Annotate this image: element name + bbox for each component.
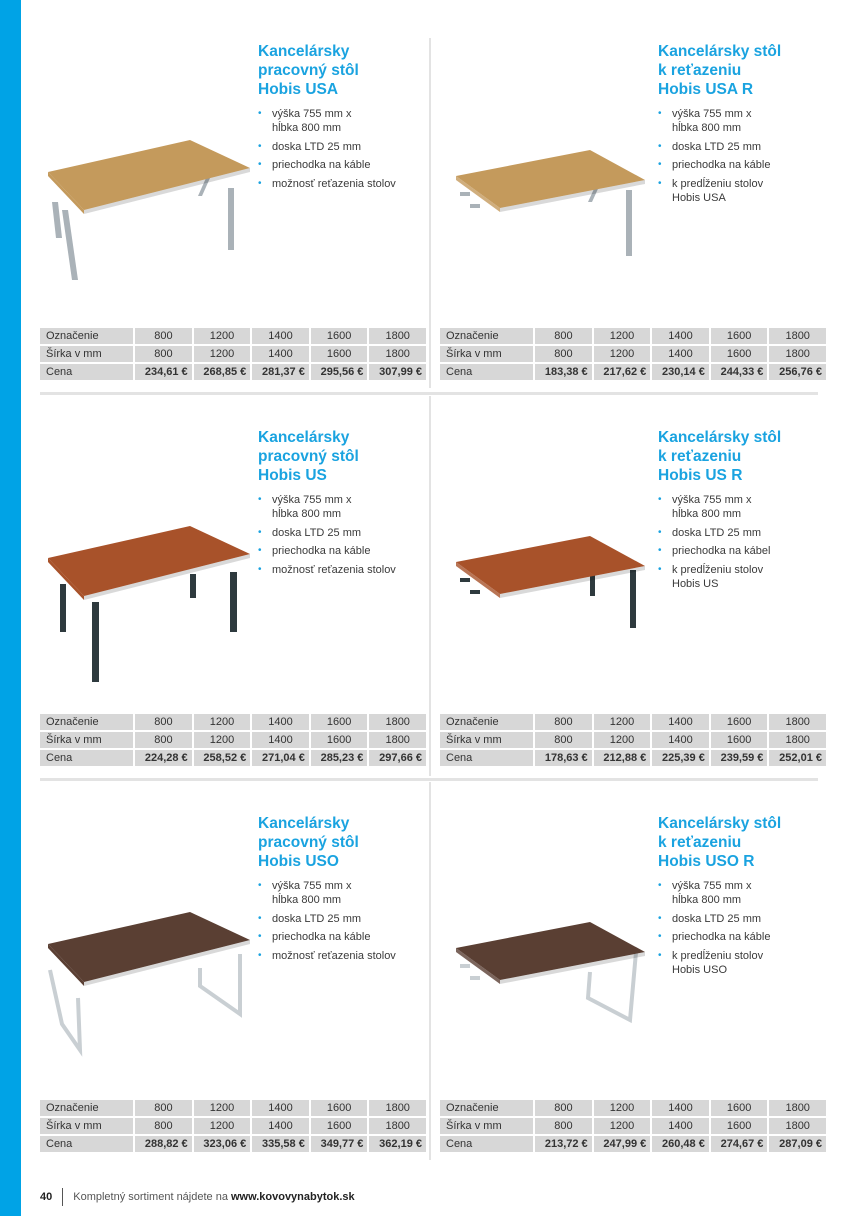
table-cell: 178,63 € [535,750,592,766]
feature-text: k predĺženiu stolov Hobis USA [672,177,764,204]
table-cell: 1200 [194,1118,251,1134]
table-cell: 1600 [711,328,768,344]
bullet-icon: • [658,140,662,152]
feature-item [658,949,828,977]
product-section [440,802,830,1172]
row-label: Šírka v mm [440,346,533,362]
footer-text: Kompletný sortiment nájdete na [73,1191,228,1203]
table-cell: 297,66 € [369,750,426,766]
bullet-icon: • [658,108,662,119]
desk-cherry-square-legs-image [40,516,260,691]
feature-text: doska LTD 25 mm [272,140,362,153]
feature-item [658,107,828,135]
bullet-icon: • [258,108,262,119]
width-row [40,1118,426,1134]
feature-text: priechodka na kábel [672,545,771,557]
desk-extension-oak-a-frame-legs-image [440,130,660,305]
table-cell: 323,06 € [194,1136,251,1152]
table-cell: 1600 [311,714,368,730]
designation-row [40,714,426,730]
table-cell: 1800 [769,714,826,730]
feature-text: výška 755 mm x hĺbka 800 mm [672,108,752,134]
bullet-icon: • [258,159,262,170]
width-row [440,1118,826,1134]
price-table [38,712,428,768]
row-label: Šírka v mm [440,1118,533,1134]
table-cell: 800 [535,714,592,730]
feature-list [258,879,428,967]
product-title: Kancelársky pracovný stôl Hobis USA [258,43,359,98]
table-cell: 230,14 € [652,364,709,380]
feature-text: k predĺženiu stolov Hobis USO [672,949,764,976]
table-cell: 1200 [194,346,251,362]
row-label: Šírka v mm [40,1118,133,1134]
bullet-icon: • [258,494,262,505]
table-cell: 1600 [711,1100,768,1116]
table-cell: 1400 [652,328,709,344]
table-cell: 1400 [652,1118,709,1134]
side-color-bar [0,0,21,1216]
table-cell: 1400 [252,732,309,748]
table-cell: 1400 [652,1100,709,1116]
table-cell: 1600 [311,328,368,344]
table-cell: 800 [535,1118,592,1134]
table-cell: 1600 [311,1100,368,1116]
table-cell: 183,38 € [535,364,592,380]
table-cell: 274,67 € [711,1136,768,1152]
table-cell: 800 [135,714,192,730]
table-cell: 1800 [769,1100,826,1116]
table-cell: 1200 [594,714,651,730]
table-cell: 288,82 € [135,1136,192,1152]
product-title: Kancelársky pracovný stôl Hobis USO [258,815,359,870]
table-cell: 362,19 € [369,1136,426,1152]
feature-item [658,879,828,907]
feature-text: priechodka na káble [672,931,771,943]
table-cell: 1800 [369,1100,426,1116]
feature-text: priechodka na káble [672,159,771,171]
table-cell: 1600 [311,346,368,362]
table-cell: 1800 [369,346,426,362]
table-cell: 1600 [711,1118,768,1134]
table-cell: 800 [135,732,192,748]
table-cell: 252,01 € [769,750,826,766]
page-number: 40 [40,1191,53,1203]
table-cell: 225,39 € [652,750,709,766]
table-cell: 295,56 € [311,364,368,380]
feature-text: doska LTD 25 mm [672,912,762,925]
product-section [40,802,430,1172]
table-cell: 800 [535,346,592,362]
table-cell: 1800 [769,328,826,344]
feature-text: možnosť reťazenia stolov [272,563,396,576]
feature-text: doska LTD 25 mm [672,140,762,153]
feature-item [258,526,428,540]
bullet-icon: • [658,912,662,924]
table-cell: 1800 [769,1118,826,1134]
price-table [38,326,428,382]
feature-item [658,493,828,521]
table-cell: 1600 [711,346,768,362]
feature-item [658,930,828,944]
feature-text: výška 755 mm x hĺbka 800 mm [672,880,752,906]
feature-item [258,563,428,577]
table-cell: 307,99 € [369,364,426,380]
table-cell: 1200 [194,732,251,748]
row-label: Označenie [440,1100,533,1116]
feature-item [258,107,428,135]
bullet-icon: • [258,563,262,575]
table-cell: 349,77 € [311,1136,368,1152]
table-cell: 1800 [369,732,426,748]
table-cell: 1200 [594,328,651,344]
row-label: Cena [40,1136,133,1152]
table-cell: 260,48 € [652,1136,709,1152]
bullet-icon: • [258,949,262,961]
price-row [440,364,826,380]
table-cell: 800 [135,1100,192,1116]
row-label: Šírka v mm [40,732,133,748]
row-label: Označenie [40,1100,133,1116]
price-table [438,1098,828,1154]
feature-list [258,107,428,195]
row-label: Označenie [40,714,133,730]
bullet-icon: • [658,563,662,575]
table-cell: 1200 [194,1100,251,1116]
bullet-icon: • [658,526,662,538]
desk-walnut-o-frame-legs-image [40,902,260,1077]
row-label: Označenie [40,328,133,344]
table-cell: 1200 [594,1100,651,1116]
feature-item [258,879,428,907]
table-cell: 1400 [252,346,309,362]
row-label: Cena [40,750,133,766]
feature-text: výška 755 mm x hĺbka 800 mm [272,880,352,906]
bullet-icon: • [258,912,262,924]
feature-text: priechodka na káble [272,159,371,171]
table-cell: 800 [535,328,592,344]
bullet-icon: • [258,880,262,891]
table-cell: 244,33 € [711,364,768,380]
row-label: Označenie [440,328,533,344]
table-cell: 281,37 € [252,364,309,380]
table-cell: 1800 [369,1118,426,1134]
bullet-icon: • [658,880,662,891]
table-cell: 335,58 € [252,1136,309,1152]
feature-text: doska LTD 25 mm [272,526,362,539]
table-cell: 800 [135,328,192,344]
table-cell: 1800 [769,346,826,362]
table-cell: 1200 [594,1118,651,1134]
table-cell: 1200 [194,328,251,344]
bullet-icon: • [658,545,662,556]
product-title: Kancelársky stôl k reťazeniu Hobis USA R [658,43,782,98]
feature-text: priechodka na káble [272,931,371,943]
table-cell: 285,23 € [311,750,368,766]
feature-text: možnosť reťazenia stolov [272,949,396,962]
bullet-icon: • [258,140,262,152]
footer-separator [62,1188,63,1206]
table-cell: 1400 [652,346,709,362]
row-label: Cena [440,1136,533,1152]
desk-oak-a-frame-legs-image [40,130,260,305]
designation-row [40,1100,426,1116]
row-label: Označenie [440,714,533,730]
product-title: Kancelársky pracovný stôl Hobis US [258,429,359,484]
bullet-icon: • [658,177,662,189]
product-section [40,30,430,400]
table-cell: 271,04 € [252,750,309,766]
price-table [438,712,828,768]
table-cell: 1600 [711,714,768,730]
table-cell: 224,28 € [135,750,192,766]
feature-item [658,544,828,558]
bullet-icon: • [658,494,662,505]
desk-extension-cherry-square-legs-image [440,516,660,691]
table-cell: 258,52 € [194,750,251,766]
feature-text: výška 755 mm x hĺbka 800 mm [272,108,352,134]
feature-item [258,158,428,172]
table-cell: 239,59 € [711,750,768,766]
table-cell: 800 [535,732,592,748]
product-section [40,416,430,786]
table-cell: 1800 [369,714,426,730]
page-footer [40,1188,355,1206]
product-title: Kancelársky stôl k reťazeniu Hobis USO R [658,815,782,870]
feature-text: výška 755 mm x hĺbka 800 mm [672,494,752,520]
feature-text: výška 755 mm x hĺbka 800 mm [272,494,352,520]
table-cell: 1200 [594,732,651,748]
table-cell: 800 [535,1100,592,1116]
desk-extension-walnut-o-frame-legs-image [440,902,660,1077]
width-row [440,732,826,748]
product-section [440,30,830,400]
table-cell: 268,85 € [194,364,251,380]
price-row [40,1136,426,1152]
designation-row [40,328,426,344]
table-cell: 1400 [652,714,709,730]
feature-item [258,140,428,154]
table-cell: 1600 [311,732,368,748]
bullet-icon: • [258,526,262,538]
feature-list [658,107,828,209]
bullet-icon: • [258,177,262,189]
feature-text: možnosť reťazenia stolov [272,177,396,190]
table-cell: 1400 [252,1100,309,1116]
table-cell: 213,72 € [535,1136,592,1152]
feature-item [258,493,428,521]
feature-item [258,949,428,963]
price-row [40,364,426,380]
bullet-icon: • [258,545,262,556]
table-cell: 212,88 € [594,750,651,766]
price-row [440,750,826,766]
price-table [438,326,828,382]
table-cell: 1800 [769,732,826,748]
row-label: Cena [440,750,533,766]
feature-text: doska LTD 25 mm [672,526,762,539]
designation-row [440,328,826,344]
table-cell: 1400 [652,732,709,748]
feature-list [658,879,828,981]
feature-item [658,526,828,540]
designation-row [440,714,826,730]
row-label: Šírka v mm [440,732,533,748]
price-row [40,750,426,766]
table-cell: 1600 [311,1118,368,1134]
table-cell: 1400 [252,1118,309,1134]
feature-text: doska LTD 25 mm [272,912,362,925]
table-cell: 1400 [252,714,309,730]
website-link[interactable]: www.kovovynabytok.sk [230,1191,355,1203]
price-row [440,1136,826,1152]
table-cell: 234,61 € [135,364,192,380]
table-cell: 1800 [369,328,426,344]
table-cell: 1600 [711,732,768,748]
row-label: Šírka v mm [40,346,133,362]
table-cell: 1400 [252,328,309,344]
price-table [38,1098,428,1154]
designation-row [440,1100,826,1116]
feature-item [258,177,428,191]
feature-item [658,912,828,926]
table-cell: 800 [135,346,192,362]
feature-item [658,140,828,154]
table-cell: 247,99 € [594,1136,651,1152]
width-row [440,346,826,362]
feature-text: k predĺženiu stolov Hobis US [672,563,764,590]
width-row [40,732,426,748]
table-cell: 800 [135,1118,192,1134]
product-title: Kancelársky stôl k reťazeniu Hobis US R [658,429,782,484]
feature-item [258,912,428,926]
feature-item [258,930,428,944]
bullet-icon: • [658,949,662,961]
bullet-icon: • [658,931,662,942]
table-cell: 256,76 € [769,364,826,380]
row-label: Cena [440,364,533,380]
feature-item [658,158,828,172]
table-cell: 1200 [194,714,251,730]
feature-text: priechodka na káble [272,545,371,557]
table-cell: 287,09 € [769,1136,826,1152]
bullet-icon: • [658,159,662,170]
bullet-icon: • [258,931,262,942]
width-row [40,346,426,362]
feature-item [658,563,828,591]
product-section [440,416,830,786]
feature-list [658,493,828,595]
feature-item [258,544,428,558]
feature-item [658,177,828,205]
table-cell: 217,62 € [594,364,651,380]
feature-list [258,493,428,581]
table-cell: 1200 [594,346,651,362]
row-label: Cena [40,364,133,380]
